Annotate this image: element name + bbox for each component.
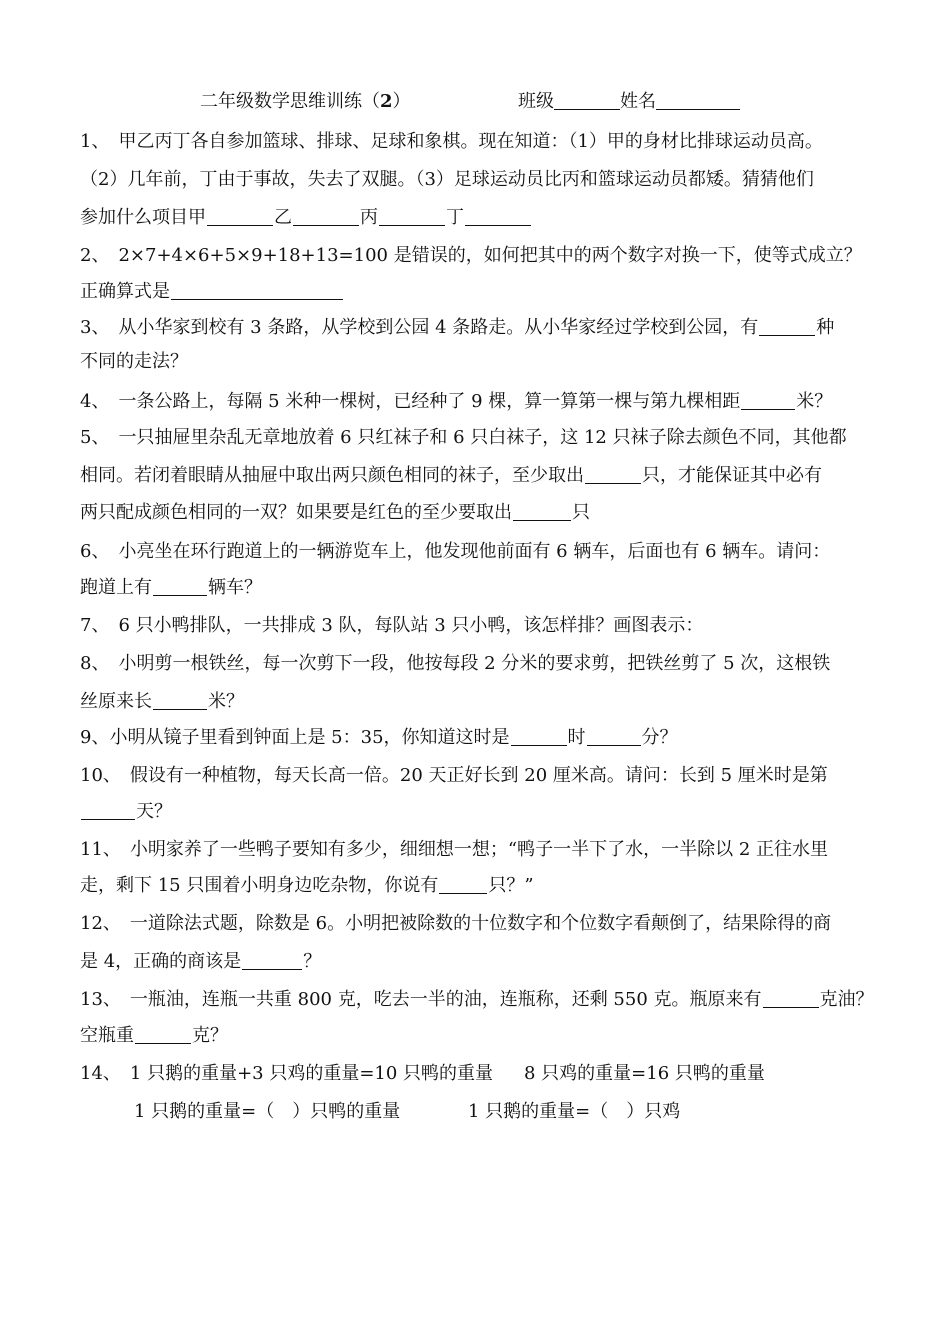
answer-blank[interactable]: [513, 502, 571, 521]
title-end: ）: [392, 91, 411, 112]
q1-line1: 1、 甲乙丙丁各自参加篮球、排球、足球和象棋。现在知道：（1）甲的身材比排球运动员高。: [80, 131, 823, 152]
answer-blank[interactable]: [465, 207, 531, 226]
q8-line1: 8、 小明剪一根铁丝，每一次剪下一段，他按每段 2 分米的要求剪，把铁丝剪了 5 次，这根铁: [80, 653, 831, 674]
class-name-fields: [518, 90, 740, 114]
q12-line2: 是 4，正确的商该是 ？: [80, 951, 322, 972]
q9-line1: 9、小明从镜子里看到钟面上是 5：35，你知道这时是 时 分？: [80, 727, 678, 748]
answer-blank[interactable]: [379, 207, 445, 226]
class-label: 班级: [518, 91, 554, 112]
worksheet-title: [200, 90, 411, 114]
answer-blank[interactable]: [207, 207, 273, 226]
q3-line1: 3、 从小华家到校有 3 条路，从学校到公园 4 条路走。从小华家经过学校到公园，有 种: [80, 317, 835, 338]
q7-line1: 7、 6 只小鸭排队，一共排成 3 队，每队站 3 只小鸭，该怎样排？画图表示：: [80, 615, 704, 636]
answer-blank[interactable]: [81, 801, 135, 820]
q6-line2: 跑道上有 辆车？: [80, 577, 262, 598]
answer-blank[interactable]: [242, 951, 302, 970]
q14-line1b: 8 只鸡的重量=16 只鸭的重量: [524, 1063, 765, 1084]
q2-line2: 正确算式是: [80, 280, 344, 304]
q13-line2: 空瓶重 克？: [80, 1025, 228, 1046]
q12-line1: 12、 一道除法式题，除数是 6。小明把被除数的十位数字和个位数字看颠倒了，结果除得的商: [80, 913, 832, 934]
q10-line2: 天？: [80, 800, 172, 824]
q14-line1a: 14、 1 只鹅的重量+3 只鸡的重量=10 只鸭的重量: [80, 1063, 494, 1084]
q5-line3: 两只配成颜色相同的一双？如果要是红色的至少要取出 只: [80, 502, 590, 523]
q2-line1: 2、 2×7+4×6+5×9+18+13=100 是错误的，如何把其中的两个数字对换一下，使等式成立？: [80, 245, 862, 266]
answer-blank[interactable]: [587, 727, 641, 746]
title-number: 2: [380, 91, 393, 112]
q5-line2: 相同。若闭着眼睛从抽屉中取出两只颜色相同的袜子，至少取出 只，才能保证其中必有: [80, 465, 822, 486]
answer-blank[interactable]: [439, 875, 487, 894]
q8-line2: 丝原来长 米？: [80, 691, 244, 712]
q4-line1: 4、 一条公路上，每隔 5 米种一棵树，已经种了 9 棵，算一算第一棵与第九棵相距 米？: [80, 391, 833, 412]
title-text: 二年级数学思维训练（: [200, 91, 380, 112]
q1-line3: 参加什么项目甲 乙 丙 丁: [80, 206, 532, 230]
q1-line2: （2）几年前，丁由于事故，失去了双腿。（3）足球运动员比丙和篮球运动员都矮。猜猜他们: [80, 169, 814, 190]
name-blank[interactable]: [656, 91, 740, 110]
answer-blank[interactable]: [153, 691, 207, 710]
q11-line2: 走，剩下 15 只围着小明身边吃杂物，你说有 只？”: [80, 875, 534, 896]
answer-blank[interactable]: [293, 207, 359, 226]
answer-blank[interactable]: [763, 989, 819, 1008]
q11-line1: 11、 小明家养了一些鸭子要知有多少，细细想一想；“鸭子一半下了水，一半除以 2 正往水里: [80, 839, 828, 860]
q14-line2b: 1 只鹅的重量=（ ）只鸡: [468, 1101, 681, 1122]
q6-line1: 6、 小亮坐在环行跑道上的一辆游览车上，他发现他前面有 6 辆车，后面也有 6 辆车。请问：: [80, 541, 831, 562]
class-blank[interactable]: [554, 91, 620, 110]
q13-line1: 13、 一瓶油，连瓶一共重 800 克，吃去一半的油，连瓶称，还剩 550 克。瓶原来有 克油？: [80, 989, 874, 1010]
name-label: 姓名: [620, 91, 656, 112]
answer-blank[interactable]: [585, 465, 641, 484]
answer-blank[interactable]: [511, 727, 567, 746]
q3-line2: 不同的走法？: [80, 351, 188, 372]
answer-blank[interactable]: [759, 317, 815, 336]
answer-blank[interactable]: [135, 1025, 191, 1044]
q5-line1: 5、 一只抽屉里杂乱无章地放着 6 只红袜子和 6 只白袜子，这 12 只袜子除去颜色不同，其他都: [80, 427, 847, 448]
answer-blank[interactable]: [171, 281, 343, 300]
answer-blank[interactable]: [153, 577, 207, 596]
q14-line2a: 1 只鹅的重量=（ ）只鸭的重量: [134, 1101, 401, 1122]
answer-blank[interactable]: [741, 391, 795, 410]
q10-line1: 10、 假设有一种植物，每天长高一倍。20 天正好长到 20 厘米高。请问：长到 5 厘米时是第: [80, 765, 828, 786]
